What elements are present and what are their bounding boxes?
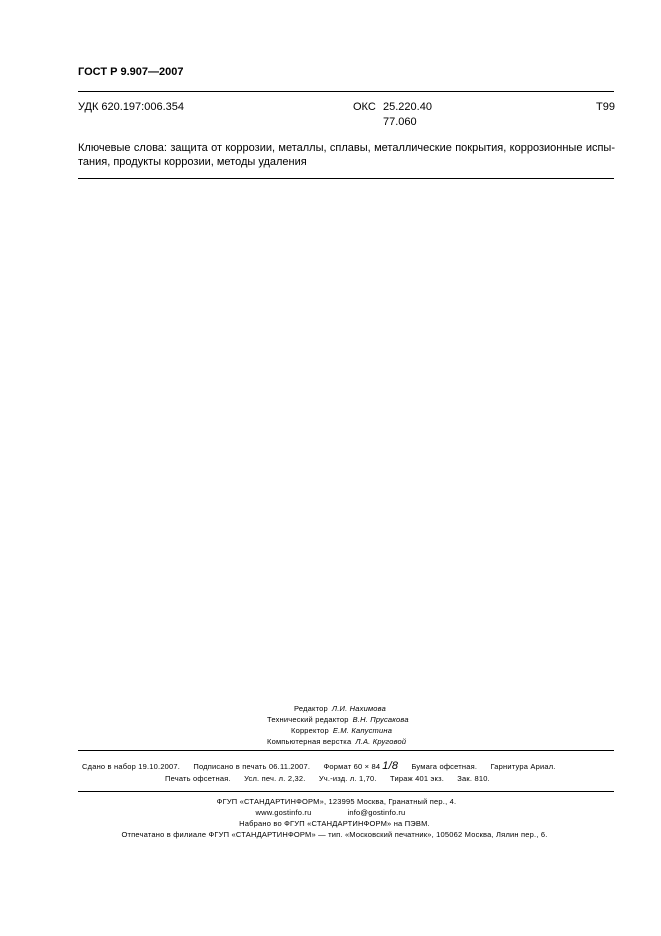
udk-code: УДК 620.197:006.354: [78, 101, 184, 113]
publisher-address: ФГУП «СТАНДАРТИНФОРМ», 123995 Москва, Гранатный пер., 4.: [216, 797, 457, 806]
keywords-line-1: Ключевые слова: защита от коррозии, металлы, сплавы, металлические покрытия, коррозионные испы-: [78, 142, 615, 154]
format-fraction: 1/8: [382, 760, 399, 772]
printed-at: Отпечатано в филиале ФГУП «СТАНДАРТИНФОРМ» — тип. «Московский печатник», 105062 Москва, Лялин пер., 6.: [121, 830, 548, 839]
email-link[interactable]: info@gostinfo.ru: [347, 808, 406, 817]
credits-divider: [78, 750, 614, 751]
printed-sheets: Усл. печ. л. 2,32.: [244, 774, 306, 783]
keywords-block: [78, 141, 615, 169]
credit-layout: [267, 737, 406, 746]
oks-code-1: 25.220.40: [383, 101, 432, 113]
classification-code: Т99: [596, 101, 615, 113]
keywords-line-2: тания, продукты коррозии, методы удаления: [78, 156, 307, 168]
oks-code-2: 77.060: [383, 116, 417, 128]
credit-name: Е.М. Капустина: [332, 726, 393, 735]
website-link[interactable]: www.gostinfo.ru: [255, 808, 312, 817]
credit-corrector: [291, 726, 392, 735]
publisher-contacts: [0, 808, 661, 817]
keywords-divider: [78, 178, 614, 179]
print-type: Печать офсетная.: [165, 774, 231, 783]
credit-tech-editor: [267, 715, 409, 724]
credit-editor: [294, 704, 386, 713]
credit-role: Редактор: [294, 704, 328, 713]
typeset-by: Набрано во ФГУП «СТАНДАРТИНФОРМ» на ПЭВМ.: [239, 819, 430, 828]
credit-name: Л.А. Круговой: [355, 737, 407, 746]
format: Формат 60 × 84 1/8: [323, 760, 399, 772]
publication-line-2: [165, 774, 490, 783]
header-divider: [78, 91, 614, 92]
credit-role: Технический редактор: [267, 715, 349, 724]
signed-date: Подписано в печать 06.11.2007.: [193, 762, 311, 771]
order-number: Зак. 810.: [457, 774, 490, 783]
typeset-date: Сдано в набор 19.10.2007.: [82, 762, 181, 771]
publication-line-1: [82, 760, 556, 772]
credit-name: В.Н. Прусакова: [352, 715, 409, 724]
credit-role: Компьютерная верстка: [267, 737, 352, 746]
publishing-sheets: Уч.-изд. л. 1,70.: [318, 774, 377, 783]
paper: Бумага офсетная.: [411, 762, 478, 771]
publication-divider: [78, 791, 614, 792]
standard-designation: ГОСТ Р 9.907—2007: [78, 66, 184, 78]
credit-role: Корректор: [291, 726, 329, 735]
typeface: Гарнитура Ариал.: [490, 762, 556, 771]
oks-label: ОКС: [353, 101, 376, 113]
credit-name: Л.И. Нахимова: [331, 704, 386, 713]
print-run: Тираж 401 экз.: [390, 774, 444, 783]
